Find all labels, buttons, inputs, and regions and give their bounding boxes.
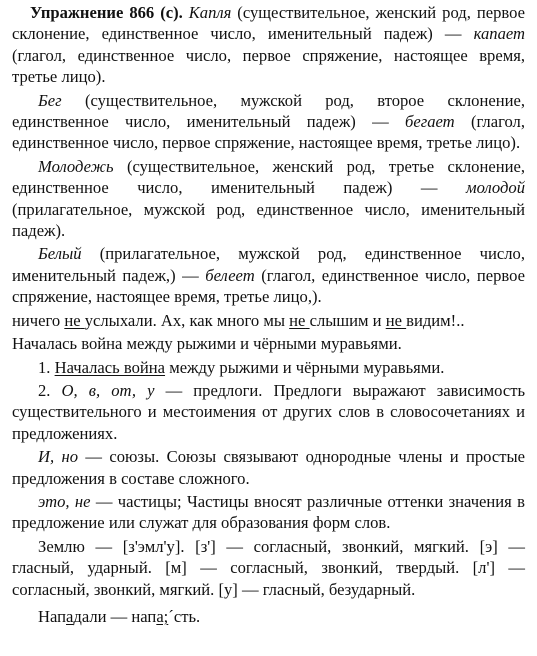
text-nichego: ничего [12, 310, 61, 330]
stress-vowel-1: а [66, 606, 74, 626]
analysis-kapaet: (глагол, единственное число, первое спряжение, настоящее время, третье лицо). [12, 45, 525, 87]
analysis-beleet: (глагол, единственное число, первое спряжение, настоящее время, третье лицо,). [12, 265, 525, 307]
paragraph-molodezh [12, 156, 525, 242]
particle-ne-3: не [385, 310, 402, 330]
paragraph-belyy [12, 243, 525, 307]
word-beg: Бег [38, 90, 62, 110]
analysis-beg: (существительное, мужской род, второе склонение, единственное число, именительный падеж) — [12, 90, 525, 132]
particles-list: это, не [38, 491, 91, 511]
item-1-rest: между рыжими и чёрными муравьями. [169, 357, 445, 377]
analysis-molodoy: (прилагательное, мужской род, единственное число, именительный падеж). [12, 199, 525, 241]
paragraph-particles [12, 491, 525, 534]
stress-vowel-2: а; [156, 606, 169, 626]
exercise-page [12, 2, 525, 629]
grammatical-basis: Началась война [54, 357, 166, 377]
word-beleet: белеет [205, 265, 255, 285]
analysis-begaet: (глагол, единственное число, первое спряжение, настоящее время, третье лицо). [12, 112, 525, 153]
particle-ne-2: не [289, 310, 306, 330]
stress-part-c: дали — нап [73, 606, 157, 626]
paragraph-item-2 [12, 380, 525, 444]
word-begaet: бегает [405, 112, 455, 132]
word-molodezh: Молодежь [38, 156, 114, 176]
text-uslyhali: услыхали. Ах, как много мы [84, 310, 286, 330]
paragraph-conjunctions [12, 446, 525, 489]
prepositions-list: О, в, от, у [61, 380, 155, 400]
analysis-belyy: (прилагательное, мужской род, единственное число, именительный падеж,) — [12, 244, 525, 285]
item-number-1: 1. [38, 357, 51, 377]
paragraph-sentence [12, 333, 525, 354]
text-slyshim: слышим и [309, 310, 382, 330]
paragraph-item-1 [12, 357, 525, 378]
word-kaplya: Капля [188, 3, 232, 22]
analysis-kaplya: (существительное, женский род, первое склонение, единственное число, именительный падеж) — [12, 3, 525, 44]
paragraph-kaplya [12, 2, 525, 88]
stress-part-a: Нап [38, 606, 67, 626]
paragraph-beg [12, 90, 525, 154]
exercise-title: Упражнение 866 (с). [30, 3, 183, 22]
prepositions-text: — предлоги. Предлоги выражают зависимость существительного и местоимения от других слов в словосочетаниях и предложениях. [12, 380, 526, 443]
word-belyy: Белый [38, 244, 82, 264]
conjunctions-list: И, но [38, 447, 79, 467]
analysis-molodezh: (существительное, женский род, третье склонение, единственное число, именительный падеж) — [12, 156, 525, 198]
particles-text: — частицы; Частицы вносят различные оттенки значения в предложение или служат для образования форм слов. [12, 491, 525, 533]
paragraph-phonetic [12, 536, 525, 600]
paragraph-stress [12, 606, 525, 627]
particle-ne-1: не [64, 310, 81, 330]
word-molodoy: молодой [466, 178, 525, 198]
word-kapaet: капает [473, 24, 525, 44]
conjunctions-text: — союзы. Союзы связывают однородные члены и простые предложения в составе сложного. [12, 447, 525, 488]
text-vidim: видим!.. [406, 310, 465, 330]
item-number-2: 2. [38, 380, 51, 400]
sentence-text: Началась война между рыжими и чёрными муравьями. [12, 334, 402, 354]
paragraph-nichego [12, 310, 525, 331]
phonetic-analysis: Землю — [з'эмл'у]. [з'] — согласный, звонкий, мягкий. [э] — гласный, ударный. [м] — согласный, звонкий, твердый. [л'] — согласный, звонкий, мягкий. [у] — гласный, безударный. [12, 536, 525, 599]
stress-part-e: ´сть. [168, 606, 201, 626]
